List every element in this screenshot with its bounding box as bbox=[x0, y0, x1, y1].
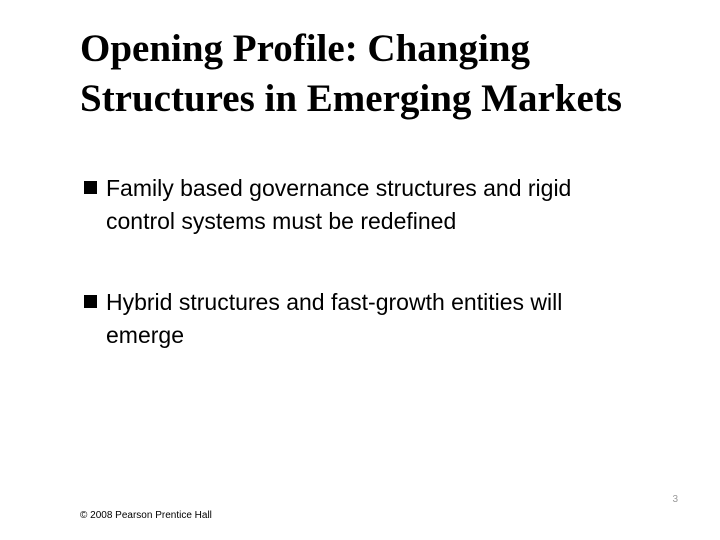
square-bullet-icon bbox=[84, 181, 97, 194]
slide-title-line-2: Structures in Emerging Markets bbox=[80, 77, 622, 120]
bullet-text-2-line-1: Hybrid structures and fast-growth entities will bbox=[106, 289, 563, 315]
slide-title-line-1: Opening Profile: Changing bbox=[80, 27, 531, 70]
bullet-text-1-line-2: control systems must be redefined bbox=[106, 208, 457, 234]
bullet-list bbox=[84, 172, 704, 400]
bullet-item-2 bbox=[84, 286, 704, 352]
bullet-text-2-line-2: emerge bbox=[106, 322, 184, 348]
bullet-item-1 bbox=[84, 172, 704, 238]
copyright-notice: © 2008 Pearson Prentice Hall bbox=[80, 510, 212, 521]
square-bullet-icon bbox=[84, 295, 97, 308]
bullet-text-1-line-1: Family based governance structures and rigid bbox=[106, 175, 572, 201]
slide-title bbox=[80, 24, 690, 124]
page-number: 3 bbox=[672, 494, 678, 505]
